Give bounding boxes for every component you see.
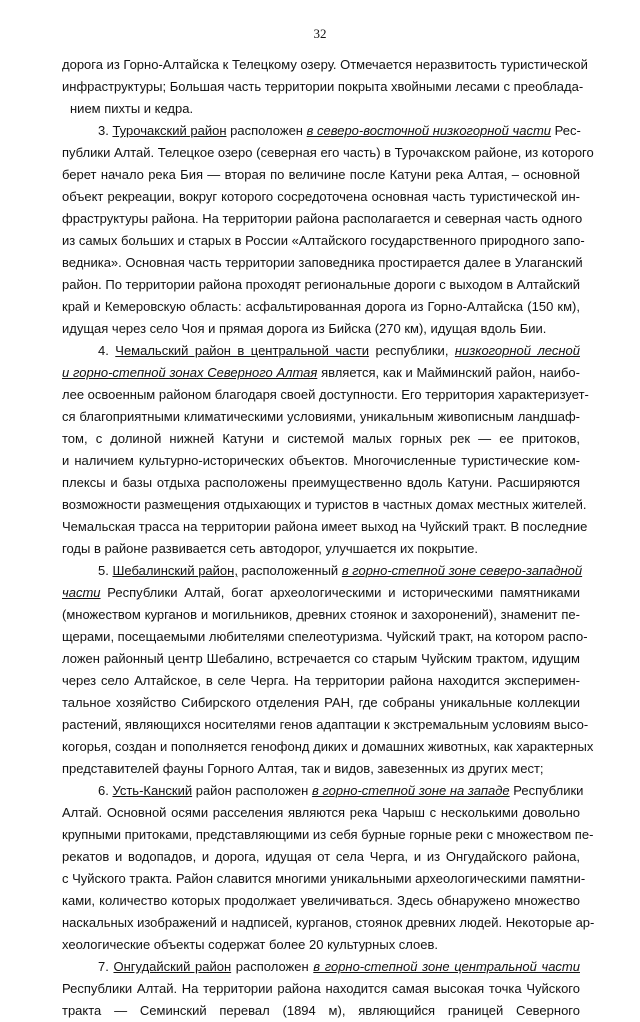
emphasis-text: Турочакский район xyxy=(112,123,227,138)
text-line xyxy=(62,912,595,934)
text-run: Республики Алтай, богат археологическими и историческими памятниками xyxy=(100,585,580,600)
text-line xyxy=(62,582,580,604)
text-run: расположен xyxy=(226,123,307,138)
text-line xyxy=(62,868,586,890)
text-run: Алтай. Основной осями расселения являются река Чарыш с несколькими довольно xyxy=(62,805,580,820)
text-line xyxy=(62,648,580,670)
text-run: с Чуйского тракта. Район славится многими уникальными археологическими памятни- xyxy=(62,871,586,886)
emphasis-text: Чемальский район в центральной части xyxy=(115,343,370,358)
text-run: объект рекреации, вокруг которого сосредоточена основная часть туристической ин- xyxy=(62,189,580,204)
text-line xyxy=(62,560,583,582)
emphasis-text: части xyxy=(62,585,101,600)
text-line xyxy=(62,846,580,868)
text-run: растений, являющихся носителями генов адаптации к экстремальным условиям высо- xyxy=(62,717,589,732)
text-run: и наличием культурно-исторических объектов. Многочисленные туристические ком- xyxy=(62,453,580,468)
text-line xyxy=(62,538,580,560)
text-line xyxy=(62,692,580,714)
text-line xyxy=(62,1000,580,1022)
text-run: годы в районе развивается сеть автодорог, улучшается их покрытие. xyxy=(62,541,478,556)
text-run: через село Алтайское, в селе Черга. На территории района находится эксперимен- xyxy=(62,673,580,688)
emphasis-text: в горно-степной зоне центральной части xyxy=(313,959,580,974)
text-run: расположенный xyxy=(237,563,342,578)
text-run: край и Кемеровскую область: асфальтированная дорога из Горно-Алтайска (150 км), xyxy=(62,299,580,314)
text-line xyxy=(62,54,588,76)
emphasis-text: в северо-восточной низкогорной части xyxy=(306,123,552,138)
text-run: 7. xyxy=(98,959,114,974)
text-run: Республики xyxy=(509,783,584,798)
text-run: том, с долиной нижней Катуни и системой малых горных рек — ее притоков, xyxy=(62,431,580,446)
text-run: берет начало река Бия — вторая по величине после Катуни река Алтая, – основной xyxy=(62,167,580,182)
body-text xyxy=(62,54,595,1022)
text-run: нием пихты и кедра. xyxy=(70,101,194,116)
emphasis-text: и горно-степной зонах Северного Алтая xyxy=(62,365,318,380)
text-run: когорья, создан и пополняется генофонд диких и домашних животных, как характерных xyxy=(62,739,594,754)
text-run: идущая через село Чоя и прямая дорога из Бийска (270 км), идущая вдоль Бии. xyxy=(62,321,547,336)
text-line xyxy=(62,208,583,230)
text-line xyxy=(62,978,580,1000)
text-run: ся благоприятными климатическими условиями, уникальным живописным ландшаф- xyxy=(62,409,580,424)
text-run: щерами, посещаемыми любителями спелеотуризма. Чуйский тракт, на котором распо- xyxy=(62,629,588,644)
text-run: Рес- xyxy=(551,123,581,138)
text-run: наскальных изображений и надписей, курганов, стоянок древних людей. Некоторые ар- xyxy=(62,915,595,930)
text-run: Чемальская трасса на территории района имеет выход на Чуйский тракт. В последние xyxy=(62,519,588,534)
text-line xyxy=(62,340,580,362)
text-line xyxy=(62,76,584,98)
text-line xyxy=(62,98,580,120)
text-line xyxy=(62,120,580,142)
text-run: 4. xyxy=(98,343,116,358)
text-line xyxy=(62,626,588,648)
text-line xyxy=(62,384,589,406)
text-line xyxy=(62,824,594,846)
text-run: дорога из Горно-Алтайска к Телецкому озеру. Отмечается неразвитость туристической xyxy=(62,57,588,72)
text-line xyxy=(62,142,594,164)
text-run: возможности размещения отдыхающих и туристов в частных домах местных жителей. xyxy=(62,497,587,512)
text-run: район расположен xyxy=(192,783,312,798)
emphasis-text: Шебалинский район, xyxy=(112,563,238,578)
text-line xyxy=(62,406,580,428)
text-line xyxy=(62,758,580,780)
text-run: район. По территории района проходят региональные дороги с выходом в Алтайский xyxy=(62,277,581,292)
text-line xyxy=(62,494,587,516)
text-run: рекатов и водопадов, и дорога, идущая от села Черга, и из Онгудайского района, xyxy=(62,849,580,864)
text-line xyxy=(62,956,580,978)
text-line xyxy=(62,670,580,692)
emphasis-text: в горно-степной зоне на западе xyxy=(311,783,510,798)
text-line xyxy=(62,164,580,186)
text-run: ложен районный центр Шебалино, встречается со старым Чуйским трактом, идущим xyxy=(62,651,580,666)
text-line xyxy=(62,934,580,956)
text-line xyxy=(62,186,580,208)
text-line xyxy=(62,890,580,912)
text-run: республики, xyxy=(369,343,455,358)
text-line xyxy=(62,472,580,494)
text-line xyxy=(62,428,580,450)
text-line xyxy=(62,296,580,318)
page-number: 32 xyxy=(313,26,327,41)
text-line xyxy=(62,318,580,340)
text-line xyxy=(62,604,580,626)
emphasis-text: в горно-степной зоне северо-западной xyxy=(341,563,583,578)
text-line xyxy=(62,802,580,824)
text-run: Республики Алтай. На территории района находится самая высокая точка Чуйского xyxy=(62,981,580,996)
text-run: (множеством курганов и могильников, древних стоянок и захоронений), знаменит пе- xyxy=(62,607,580,622)
text-line xyxy=(62,714,589,736)
text-run: публики Алтай. Телецкое озеро (северная его часть) в Турочакском районе, из которого xyxy=(62,145,594,160)
text-run: 5. xyxy=(98,563,113,578)
emphasis-text: Усть-Канский xyxy=(112,783,193,798)
text-line xyxy=(62,450,580,472)
text-run: расположен xyxy=(231,959,314,974)
text-line xyxy=(62,230,585,252)
text-run: 3. xyxy=(98,123,113,138)
text-run: 6. xyxy=(98,783,113,798)
text-run: из самых больших и старых в России «Алтайского государственного природного запо- xyxy=(62,233,585,248)
text-run: хеологические объекты содержат более 20 культурных слоев. xyxy=(62,937,439,952)
text-run: ведника». Основная часть территории заповедника простирается далее в Улаганский xyxy=(62,255,583,270)
text-run: тальное хозяйство Сибирского отделения РАН, где собраны уникальные коллекции xyxy=(62,695,580,710)
text-run: инфраструктуры; Большая часть территории покрыта хвойными лесами с преоблада- xyxy=(62,79,584,94)
text-line xyxy=(62,274,580,296)
text-run: лее освоенным районом благодаря своей доступности. Его территория характеризует- xyxy=(62,387,589,402)
text-run: является, как и Майминский район, наибо- xyxy=(317,365,580,380)
text-line xyxy=(62,252,583,274)
text-run: крупными притоками, представляющими из себя бурные горные реки с множеством пе- xyxy=(62,827,594,842)
text-run: представителей фауны Горного Алтая, так и видов, завезенных из других мест; xyxy=(62,761,544,776)
text-line xyxy=(62,516,588,538)
text-run: плексы и базы отдыха расположены преимущественно вдоль Катуни. Расширяются xyxy=(62,475,580,490)
text-run: фраструктуры района. На территории района располагается и северная часть одного xyxy=(62,211,583,226)
text-line xyxy=(62,736,594,758)
emphasis-text: низкогорной лесной xyxy=(454,343,580,358)
text-line xyxy=(62,362,580,384)
text-run: тракта — Семинский перевал (1894 м), являющийся границей Северного xyxy=(62,1003,580,1018)
text-line xyxy=(62,780,584,802)
text-run: ками, количество которых продолжает увеличиваться. Здесь обнаружено множество xyxy=(62,893,580,908)
emphasis-text: Онгудайский район xyxy=(113,959,232,974)
